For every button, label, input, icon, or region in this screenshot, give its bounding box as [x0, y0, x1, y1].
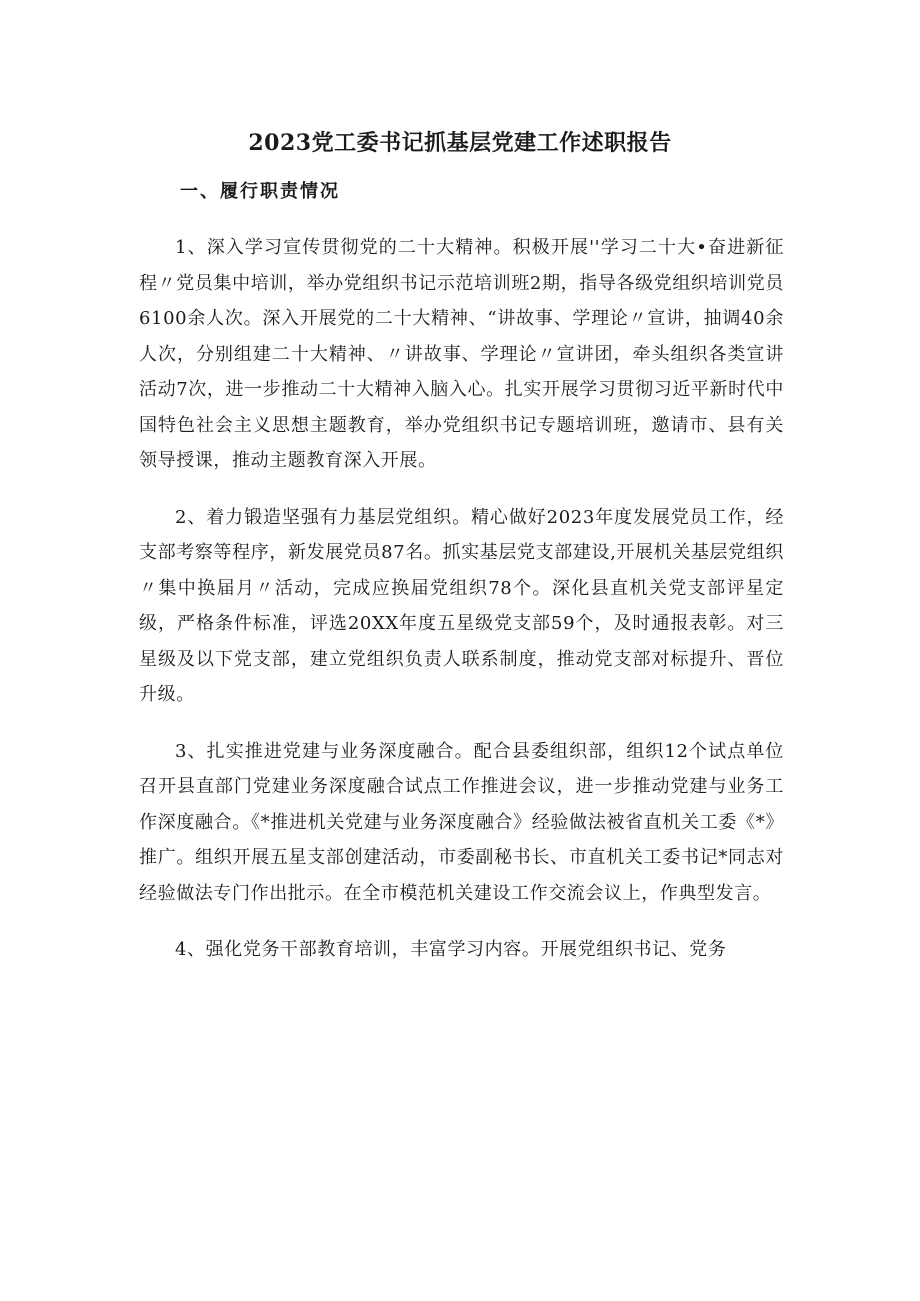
- paragraph-4: 4、强化党务干部教育培训，丰富学习内容。开展党组织书记、党务: [175, 939, 727, 960]
- paragraph-1: 1、深入学习宣传贯彻党的二十大精神。积极开展''学习二十大•奋进新征程〃党员集中培训，举办党组织书记示范培训班2期，指导各级党组织培训党员6100余人次。深入开展党的二十大精神、“讲故事、学理论〃宣讲，抽调40余人次，分别组建二十大精神、〃讲故事、学理论〃宣讲团，牵头组织各类宣讲活动7次，进一步推动二十大精神入脑入心。扎实开展学习贯彻习近平新时代中国特色社会主义思想主题教育，举办党组织书记专题培训班，邀请市、县有关领导授课，推动主题教育深入开展。: [139, 237, 784, 471]
- body-text: [139, 230, 784, 989]
- paragraph-3: 3、扎实推进党建与业务深度融合。配合县委组织部，组织12个试点单位召开县直部门党建业务深度融合试点工作推进会议，进一步推动党建与业务工作深度融合。《*推进机关党建与业务深度融合》经验做法被省直机关工委《*》推广。组织开展五星支部创建活动，市委副秘书长、市直机关工委书记*同志对经验做法专门作出批示。在全市模范机关建设工作交流会议上，作典型发言。: [139, 740, 784, 904]
- paragraph-2: 2、着力锻造坚强有力基层党组织。精心做好2023年度发展党员工作，经支部考察等程序，新发展党员87名。抓实基层党支部建设,开展机关基层党组织〃集中换届月〃活动，完成应换届党组织78个。深化县直机关党支部评星定级，严格条件标准，评选20XX年度五星级党支部59个，及时通报表彰。对三星级及以下党支部，建立党组织负责人联系制度，推动党支部对标提升、晋位升级。: [139, 506, 784, 705]
- document-title: 2023党工委书记抓基层党建工作述职报告: [248, 130, 672, 156]
- section-heading: 一、履行职责情况: [180, 181, 340, 202]
